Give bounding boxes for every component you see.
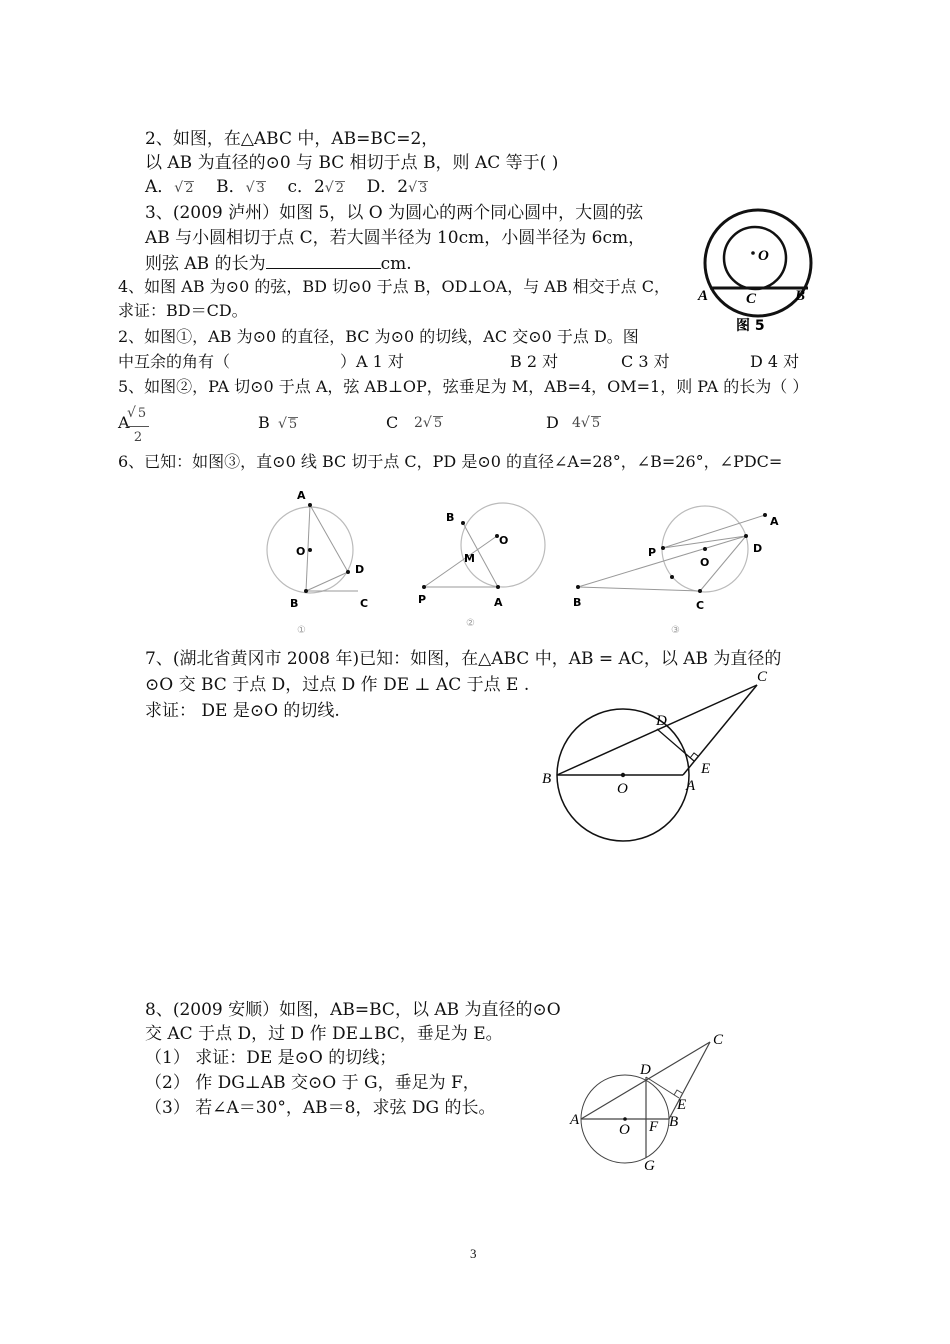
q5-opt-a: A [118,413,130,432]
fig2-label-b: B [446,511,455,524]
figure-q7 [535,665,795,865]
figure-1 [260,485,380,635]
q2a-options: A．√ 2 B．√ 3 c．2√ 2 D．2√ 3 [145,177,428,197]
q5-frac-den: 2 [127,426,149,449]
q7-fig-label-d: D [656,713,667,729]
q5-options [118,402,618,446]
q8-fig-label-g: G [644,1158,655,1174]
q7-line2: ⊙O 交 BC 于点 D，过点 D 作 DE ⊥ AC 于点 E . [145,675,530,695]
q7-fig-label-c: C [757,669,768,685]
q5-opt-d: D [546,413,559,432]
answer-blank [266,252,381,269]
fig1-label-c: C [360,597,369,610]
q2a-line1: 2、如图，在△ABC 中，AB=BC=2， [145,129,439,149]
figure-3 [570,500,800,650]
q2b-opt-d: D 4 对 [750,352,800,371]
q8-fig-label-d: D [640,1062,651,1078]
q4-line2: 求证：BD＝CD。 [118,301,248,320]
q8-fig-label-e: E [677,1097,687,1113]
q2a-opt-a: A． [145,177,175,197]
q4-line1: 4、如图 AB 为⊙0 的弦，BD 切⊙0 于点 B，OD⊥OA，与 AB 相交于点 C， [118,277,671,296]
q8-fig-label-a: A [570,1112,580,1128]
q3-line2: AB 与小圆相切于点 C，若大圆半径为 10cm，小圆半径为 6cm， [145,228,646,248]
q5-d-val: 4√ 5 [572,415,601,431]
q2b-line2-pre: 中互余的角有（ [118,352,231,371]
q7-line1: 7、(湖北省黄冈市 2008 年)已知：如图，在△ABC 中，AB = AC，以 AB 为直径的 [145,649,782,669]
fig1-label-d: D [355,563,365,576]
fig5-label-c: C [746,291,757,307]
q2b-opt-b: B 2 对 [510,352,559,371]
sqrt2: 2 [185,181,194,196]
q7-line3: 求证： DE 是⊙O 的切线. [145,701,340,721]
fig3-label-a: A [770,515,779,528]
fig1-label-a: A [297,489,306,502]
fig1-label-o: O [296,545,306,558]
q8-fig-label-o: O [619,1122,630,1138]
q3-line3-post: cm. [380,254,412,274]
q3-line1: 3、(2009 泸州）如图 5，以 O 为圆心的两个同心圆中，大圆的弦 [145,203,644,223]
figure-2 [410,500,560,650]
fig1-label-b: B [290,597,299,610]
fig2-label-a: A [494,596,503,609]
q6-line1: 6、已知：如图③，直⊙0 线 BC 切于点 C，PD 是⊙0 的直径∠A=28°，∠B=26°，∠PDC= [118,452,783,471]
q5-frac: √ 5 2 [127,402,149,449]
fig5-label-o: O [758,248,769,264]
q8-step2: （2） 作 DG⊥AB 交⊙O 于 G，垂足为 F， [145,1073,480,1093]
fig2-label-m: M [464,552,475,565]
q2a-opt-b: B． [216,177,246,197]
fig3-label-b: B [573,596,582,609]
q7-fig-label-o: O [617,781,628,797]
fig5-caption: 图 5 [736,318,765,334]
fig2-label-p: P [418,593,427,606]
q2a-opt-c: c．2 [287,177,325,197]
q2a-opt-d: D．2 [366,177,409,197]
q2b-line2 [118,351,828,373]
fig3-label-d: D [753,542,763,555]
fig1-number: ① [297,625,306,636]
fig5-label-a: A [698,288,709,304]
q5-frac-num: 5 [137,406,147,421]
q7-fig-label-a: A [686,778,696,794]
q2b-opt-c: C 3 对 [621,352,670,371]
sqrt3: 3 [256,181,265,196]
page-number: 3 [470,1246,477,1261]
q8-fig-label-b: B [669,1114,679,1130]
q8-step3: （3） 若∠A＝30°，AB＝8，求弦 DG 的长。 [145,1098,496,1118]
q3-line3 [145,252,412,275]
fig2-label-o: O [499,534,509,547]
figure-5 [698,208,818,338]
q8-line2: 交 AC 于点 D，过 D 作 DE⊥BC，垂足为 E。 [145,1024,503,1044]
fig2-number: ② [466,618,475,629]
fig3-label-o: O [700,556,710,569]
q5-b-val: √ 5 [278,416,298,432]
fig3-label-p: P [648,546,657,559]
q5-c-val: 2√ 5 [414,415,443,431]
sqrt3-d: 3 [418,181,428,196]
fig3-number: ③ [671,625,680,636]
q2a-line2: 以 AB 为直径的⊙0 与 BC 相切于点 B，则 AC 等于( ) [145,153,559,173]
q7-fig-label-e: E [701,761,711,777]
q8-fig-label-f: F [649,1119,659,1135]
sqrt2-c: 2 [335,181,344,196]
q8-fig-label-c: C [713,1032,724,1048]
q3-line3-pre: 则弦 AB 的长为 [145,254,266,274]
q8-step1: （1） 求证：DE 是⊙O 的切线； [145,1048,397,1068]
q2b-line2-mid: ）A 1 对 [340,352,404,371]
q8-line1: 8、(2009 安顺）如图，AB=BC，以 AB 为直径的⊙O [145,1000,561,1020]
q2b-line1: 2、如图①，AB 为⊙0 的直径，BC 为⊙0 的切线，AC 交⊙0 于点 D。图 [118,327,639,346]
fig5-label-b: B [795,288,806,304]
q5-opt-c: C [386,413,399,432]
fig3-label-c: C [696,599,705,612]
q5-line1: 5、如图②，PA 切⊙0 于点 A，弦 AB⊥OP，弦垂足为 M，AB=4，OM=1，则 PA 的长为（ ） [118,377,809,396]
figure-q8 [570,1030,740,1180]
q7-fig-label-b: B [542,771,552,787]
q5-opt-b: B [258,413,270,432]
